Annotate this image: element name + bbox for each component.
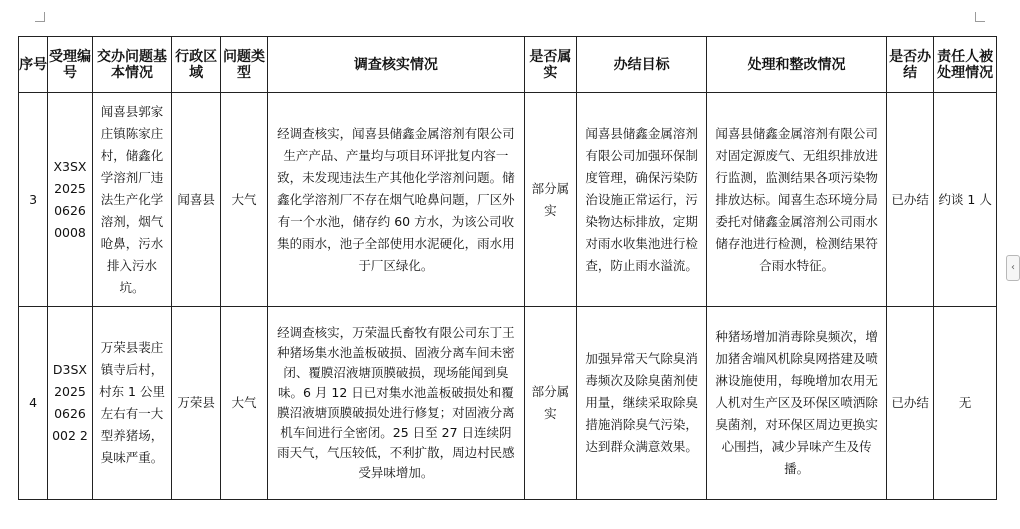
header-target: 办结目标: [577, 37, 707, 93]
header-accountability: 责任人被处理情况: [934, 37, 997, 93]
table-row: [19, 307, 997, 500]
cell-seq: 3: [19, 93, 48, 307]
cell-target: 闻喜县储鑫金属溶剂有限公司加强环保制度管理，确保污染防治设施正常运行，污染物达标排放，定期对雨水收集池进行检查，防止雨水溢流。: [577, 93, 707, 307]
page-corner-mark-top-right: [975, 12, 985, 22]
cell-verified: 部分属实: [524, 93, 576, 307]
cell-accountability: 约谈 1 人: [934, 93, 997, 307]
complaint-handling-table: [18, 36, 997, 500]
cell-handling: 闻喜县储鑫金属溶剂有限公司对固定源废气、无组织排放进行监测，监测结果各项污染物排放达标。闻喜生态环境分局委托对储鑫金属溶剂公司雨水储存池进行检测，检测结果符合雨水特征。: [707, 93, 887, 307]
cell-case-no: X3SX20250626 0008: [48, 93, 92, 307]
header-seq: 序号: [19, 37, 48, 93]
cell-closed: 已办结: [886, 307, 933, 500]
side-collapse-tab[interactable]: ‹: [1006, 255, 1020, 281]
header-verified: 是否属实: [524, 37, 576, 93]
page-corner-mark-top-left: [35, 12, 45, 22]
header-handling: 处理和整改情况: [707, 37, 887, 93]
cell-handling: 种猪场增加消毒除臭频次，增加猪舍端风机除臭网搭建及喷淋设施使用，每晚增加农用无人机对生产区及环保区喷洒除臭菌剂，对环保区周边更换实心围挡，减少异味产生及传播。: [707, 307, 887, 500]
header-investigation: 调查核实情况: [268, 37, 524, 93]
header-type: 问题类型: [220, 37, 267, 93]
cell-closed: 已办结: [886, 93, 933, 307]
cell-region: 闻喜县: [172, 93, 220, 307]
cell-investigation: 经调查核实，闻喜县储鑫金属溶剂有限公司生产产品、产量均与项目环评批复内容一致，未发现违法生产其他化学溶剂问题。储鑫化学溶剂厂不存在烟气呛鼻问题，厂区外有一个水池，储存约 60 方水，为该公司收集的雨水，池子全部使用水泥硬化，雨水用于厂区绿化。: [268, 93, 524, 307]
cell-target: 加强异常天气除臭消毒频次及除臭菌剂使用量，继续采取除臭措施消除臭气污染，达到群众满意效果。: [577, 307, 707, 500]
cell-type: 大气: [220, 93, 267, 307]
header-region: 行政区域: [172, 37, 220, 93]
cell-verified: 部分属实: [524, 307, 576, 500]
cell-problem: 闻喜县郭家庄镇陈家庄村，储鑫化学溶剂厂违法生产化学溶剂，烟气呛鼻，污水排入污水坑。: [92, 93, 172, 307]
cell-problem: 万荣县裴庄镇寺后村，村东 1 公里左右有一大型养猪场，臭味严重。: [92, 307, 172, 500]
cell-seq: 4: [19, 307, 48, 500]
header-case-no: 受理编号: [48, 37, 92, 93]
cell-accountability: 无: [934, 307, 997, 500]
cell-case-no: D3SX20250626002 2: [48, 307, 92, 500]
header-closed: 是否办结: [886, 37, 933, 93]
cell-type: 大气: [220, 307, 267, 500]
header-problem: 交办问题基本情况: [92, 37, 172, 93]
table-row: [19, 93, 997, 307]
cell-investigation: 经调查核实，万荣温氏畜牧有限公司东丁王种猪场集水池盖板破损、固液分离车间未密闭、覆膜沼液塘顶膜破损，现场能闻到臭味。6 月 12 日已对集水池盖板破损处和覆膜沼液塘顶膜破损处进行修复；对固液分离机车间进行全密闭。25 日至 27 日连续阴雨天气，气压较低，不利扩散，周边村民感受异味增加。: [268, 307, 524, 500]
cell-region: 万荣县: [172, 307, 220, 500]
header-row: [19, 37, 997, 93]
